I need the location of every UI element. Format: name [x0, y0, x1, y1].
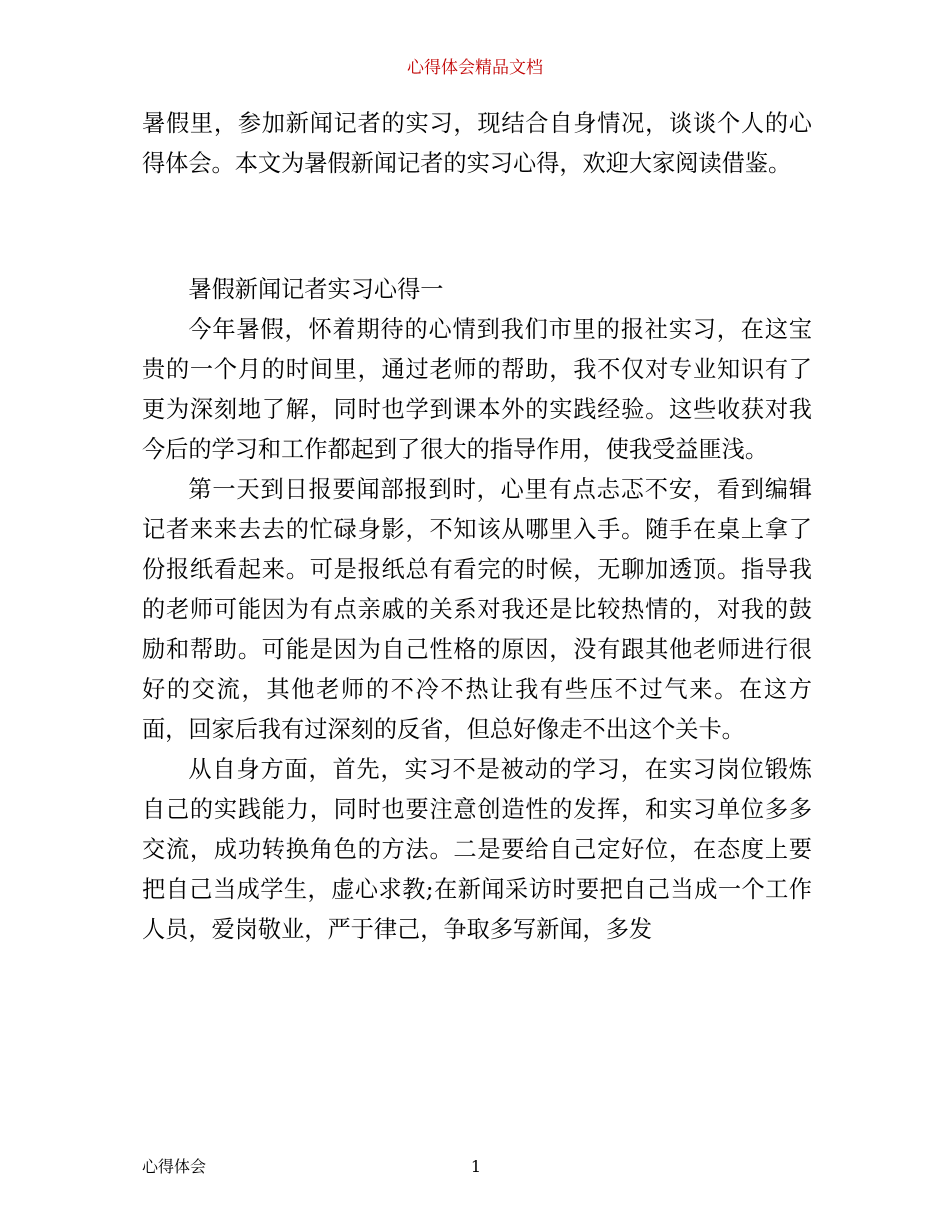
body-paragraph-1: 今年暑假，怀着期待的心情到我们市里的报社实习，在这宝贵的一个月的时间里，通过老师的帮助，我不仅对专业知识有了更为深刻地了解，同时也学到课本外的实践经验。这些收获对我今后的学习和工作都起到了很大的指导作用，使我受益匪浅。: [142, 316, 812, 463]
page-number: 1: [470, 1157, 482, 1176]
section-title: 暑假新闻记者实习心得一: [188, 276, 444, 303]
page-header-title: 心得体会精品文档: [407, 58, 543, 78]
body-paragraph-2: 第一天到日报要闻部报到时，心里有点忐忑不安，看到编辑记者来来去去的忙碌身影，不知该从哪里入手。随手在桌上拿了份报纸看起来。可是报纸总有看完的时候，无聊加透顶。指导我的老师可能因为有点亲戚的关系对我还是比较热情的，对我的鼓励和帮助。可能是因为自己性格的原因，没有跟其他老师进行很好的交流，其他老师的不冷不热让我有些压不过气来。在这方面，回家后我有过深刻的反省，但总好像走不出这个关卡。: [142, 476, 812, 743]
footer-label: 心得体会: [142, 1157, 207, 1176]
body-paragraph-3: 从自身方面，首先，实习不是被动的学习，在实习岗位锻炼自己的实践能力，同时也要注意创造性的发挥，和实习单位多多交流，成功转换角色的方法。二是要给自己定好位，在态度上要把自己当成学生，虚心求教;在新闻采访时要把自己当成一个工作人员，爱岗敬业，严于律己，争取多写新闻，多发: [142, 756, 812, 943]
intro-paragraph: 暑假里，参加新闻记者的实习，现结合自身情况，谈谈个人的心得体会。本文为暑假新闻记者的实习心得，欢迎大家阅读借鉴。: [142, 110, 812, 177]
document-body: [142, 104, 812, 950]
